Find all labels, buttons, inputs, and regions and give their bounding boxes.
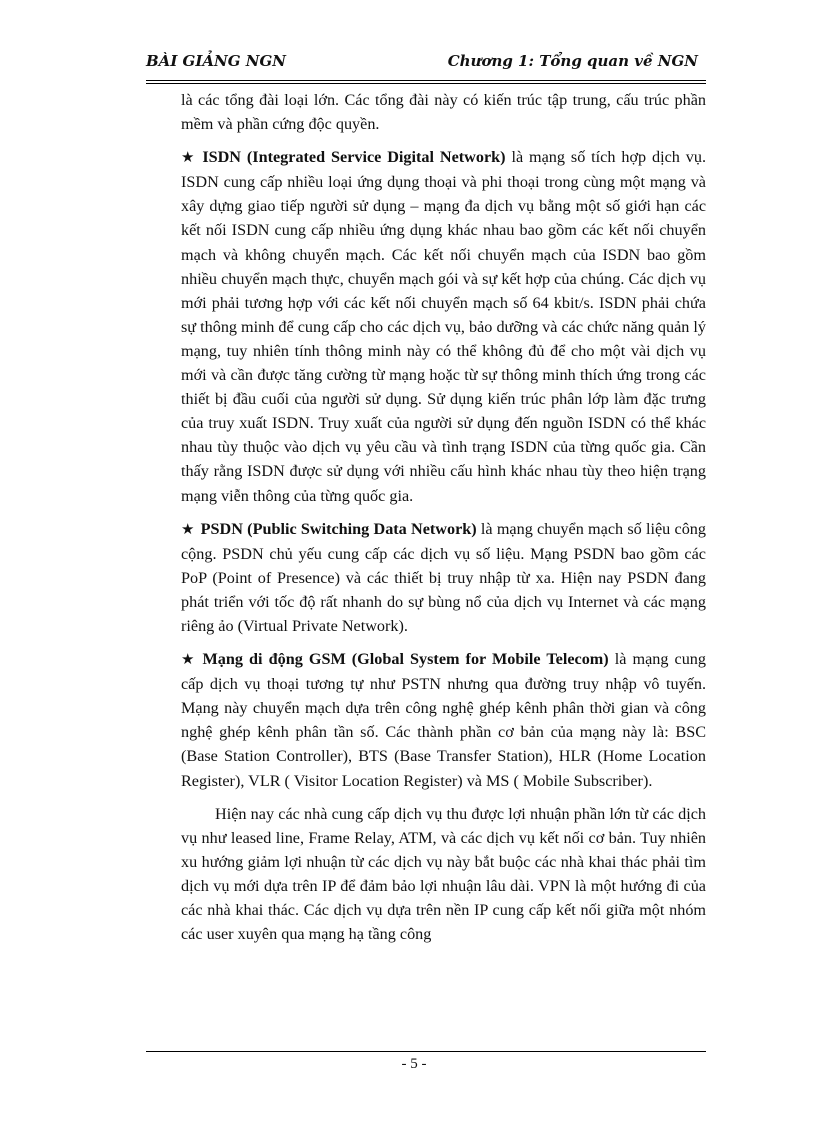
closing-paragraph: Hiện nay các nhà cung cấp dịch vụ thu được lợi nhuận phần lớn từ các dịch vụ như leased line, Frame Relay, ATM, và các dịch vụ kết nối cơ bản. Tuy nhiên xu hướng giảm lợi nhuận từ các dịch vụ này bắt buộc các nhà khai thác phải tìm dịch vụ mới dựa trên IP để đảm bảo lợi nhuận lâu dài. VPN là một hướng đi của các nhà khai thác. Các dịch vụ dựa trên nền IP cung cấp kết nối giữa một nhóm các user xuyên qua mạng hạ tầng công (181, 804, 706, 944)
psdn-body: là mạng chuyển mạch số liệu công cộng. PSDN chủ yếu cung cấp các dịch vụ số liệu. Mạng PSDN bao gồm các PoP (Point of Presence) và các thiết bị truy nhập từ xa. Hiện nay PSDN đang phát triển với tốc độ rất nhanh do sự bùng nổ của dịch vụ Internet và các mạng riêng ảo (Virtual Private Network). (181, 519, 706, 635)
isdn-heading: ISDN (Integrated Service Digital Network) (202, 148, 506, 167)
isdn-paragraph (181, 145, 706, 507)
header-chapter: Chương 1: Tổng quan về NGN (447, 52, 698, 70)
intro-paragraph: là các tổng đài loại lớn. Các tổng đài này có kiến trúc tập trung, cấu trúc phần mềm và phần cứng độc quyền. (181, 91, 706, 134)
page-number (0, 1056, 816, 1073)
star-bullet-icon: ★ (181, 521, 195, 538)
psdn-heading: PSDN (Public Switching Data Network) (200, 519, 477, 538)
isdn-body: là mạng số tích hợp dịch vụ. ISDN cung cấp nhiều loại ứng dụng thoại và phi thoại trong cùng một mạng và xây dựng giao tiếp người sử dụng – mạng đa dịch vụ bằng một số giới hạn các kết nối ISDN cung cấp nhiều ứng dụng khác nhau bao gồm các kết nối chuyển mạch và không chuyển mạch. Các kết nối chuyển mạch của ISDN bao gồm nhiều chuyển mạch thực, chuyển mạch gói và sự kết hợp của chúng. Các dịch vụ mới phải tương hợp với các kết nối chuyển mạch số 64 kbit/s. ISDN phải chứa sự thông minh để cung cấp cho các dịch vụ, bảo dưỡng và các chức năng quản lý mạng, tuy nhiên tính thông minh này có thể không đủ để cho một vài dịch vụ mới và cần được tăng cường từ mạng hoặc từ sự thông minh thích ứng trong các thiết bị đầu cuối của người sử dụng. Sử dụng kiến trúc phân lớp làm đặc trưng của truy xuất ISDN. Truy xuất của người sử dụng đến nguồn ISDN có thể khác nhau tùy thuộc vào dịch vụ yêu cầu và tình trạng ISDN của từng quốc gia. Cần thấy rằng ISDN được sử dụng với nhiều cấu hình khác nhau tùy theo hiện trạng mạng viễn thông của từng quốc gia. (181, 148, 707, 505)
header-divider (146, 80, 706, 81)
gsm-body: là mạng cung cấp dịch vụ thoại tương tự như PSTN nhưng qua đường truy nhập vô tuyến. Mạng này chuyển mạch dựa trên công nghệ ghép kênh phân thời gian và công nghệ ghép kênh phân tần số. Các thành phần cơ bản của mạng này là: BSC (Base Station Controller), BTS (Base Transfer Station), HLR (Home Location Register), VLR ( Visitor Location Register) và MS ( Mobile Subscriber). (181, 650, 706, 790)
psdn-paragraph (181, 517, 706, 638)
header-title: BÀI GIẢNG NGN (146, 52, 286, 70)
star-bullet-icon: ★ (181, 150, 197, 167)
footer-divider (146, 1051, 706, 1052)
body-text (181, 88, 706, 946)
star-bullet-icon: ★ (181, 652, 197, 669)
gsm-heading: Mạng di động GSM (Global System for Mobile Telecom) (202, 650, 609, 669)
header-divider-thin (146, 83, 706, 84)
gsm-paragraph (181, 647, 706, 793)
page-number-text: - 5 - (401, 1056, 427, 1072)
